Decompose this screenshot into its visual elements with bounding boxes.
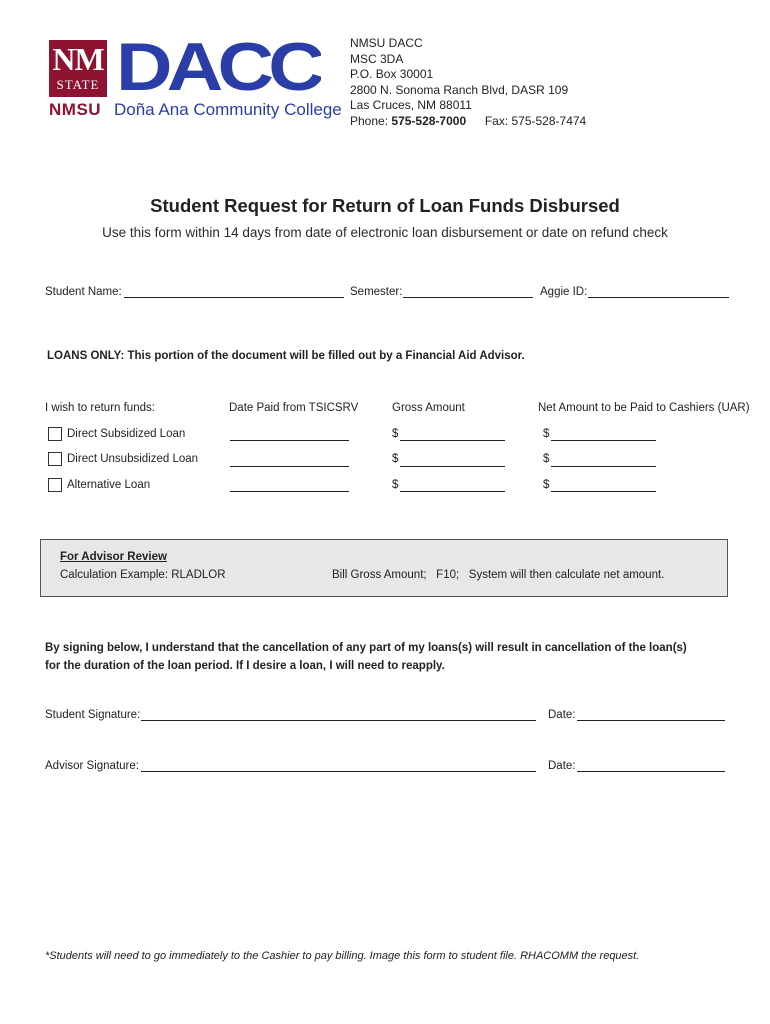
student-signature-label: Student Signature: (45, 709, 141, 721)
advisor-signature-field[interactable] (141, 771, 536, 772)
net-amount-field[interactable] (551, 491, 656, 492)
net-amount-field[interactable] (551, 440, 656, 441)
direct-unsubsidized-checkbox[interactable] (48, 452, 62, 466)
aggie-id-label: Aggie ID: (540, 286, 588, 298)
gross-dollar-sign: $ (392, 428, 399, 440)
phone-label: Phone: (350, 113, 389, 128)
address-line: MSC 3DA (350, 51, 404, 66)
student-name-field[interactable] (124, 297, 344, 298)
phone-line (350, 114, 586, 130)
advisor-date-field[interactable] (577, 771, 725, 772)
dacc-logo-text: DACC (116, 34, 321, 96)
advisor-review-box (40, 539, 728, 597)
loans-only-note (47, 350, 525, 362)
address-line: 2800 N. Sonoma Ranch Blvd, DASR 109 (350, 82, 569, 97)
date-paid-field[interactable] (230, 466, 349, 467)
net-dollar-sign: $ (543, 453, 550, 465)
address-block (350, 36, 586, 129)
address-line: NMSU DACC (350, 36, 423, 50)
gross-amount-field[interactable] (400, 491, 505, 492)
address-line: Las Cruces, NM 88011 (350, 98, 472, 112)
calculation-example: Calculation Example: RLADLOR (60, 569, 226, 581)
acknowledgement-line-2: for the duration of the loan period. If I desire a loan, I will need to reapply. (45, 660, 445, 672)
acknowledgement-line-1: By signing below, I understand that the cancellation of any part of my loans(s) will result in cancellation of the loan(s) (45, 642, 687, 654)
net-amount-field[interactable] (551, 466, 656, 467)
student-name-label: Student Name: (45, 286, 122, 298)
date-paid-field[interactable] (230, 491, 349, 492)
loan-label-direct-subsidized: Direct Subsidized Loan (67, 428, 186, 440)
loan-label-alternative: Alternative Loan (67, 479, 151, 491)
college-name: Doña Ana Community College (114, 100, 342, 119)
aggie-id-field[interactable] (588, 297, 729, 298)
phone-number: 575-528-7000 (391, 113, 467, 128)
semester-field[interactable] (403, 297, 533, 298)
loans-only-heading: LOANS ONLY: (47, 350, 125, 362)
advisor-instruction: Bill Gross Amount; F10; System will then calculate net amount. (332, 569, 665, 581)
advisor-signature-label: Advisor Signature: (45, 760, 139, 772)
gross-amount-field[interactable] (400, 440, 505, 441)
student-date-field[interactable] (577, 720, 725, 721)
address-line: P.O. Box 30001 (350, 67, 434, 81)
loan-label-direct-unsubsidized: Direct Unsubsidized Loan (67, 453, 199, 465)
semester-label: Semester: (350, 286, 403, 298)
nmsu-label: NMSU (49, 100, 102, 119)
nm-state-logo (49, 40, 107, 97)
date-paid-field[interactable] (230, 440, 349, 441)
col-header-return-funds: I wish to return funds: (45, 402, 155, 414)
net-dollar-sign: $ (543, 428, 550, 440)
gross-dollar-sign: $ (392, 453, 399, 465)
gross-amount-field[interactable] (400, 466, 505, 467)
logo-state-text: STATE (56, 77, 100, 92)
student-signature-field[interactable] (141, 720, 536, 721)
student-date-label: Date: (548, 709, 576, 721)
advisor-date-label: Date: (548, 760, 576, 772)
gross-dollar-sign: $ (392, 479, 399, 491)
page-subtitle: Use this form within 14 days from date of electronic loan disbursement or date on refund check (102, 225, 668, 240)
loans-only-text: This portion of the document will be filled out by a Financial Aid Advisor. (124, 350, 525, 362)
fax-number: Fax: 575-528-7474 (484, 113, 587, 128)
direct-subsidized-checkbox[interactable] (48, 427, 62, 441)
net-dollar-sign: $ (543, 479, 550, 491)
alternative-loan-checkbox[interactable] (48, 478, 62, 492)
col-header-date-paid: Date Paid from TSICSRV (229, 402, 359, 414)
dacc-logo (116, 34, 321, 101)
footer-note: *Students will need to go immediately to the Cashier to pay billing. Image this form to student file. RHACOMM the request. (45, 950, 640, 962)
col-header-gross-amount: Gross Amount (392, 402, 465, 414)
logo-nm-text: NM (52, 41, 104, 77)
advisor-review-heading: For Advisor Review (60, 551, 167, 563)
col-header-net-amount: Net Amount to be Paid to Cashiers (UAR) (538, 402, 750, 414)
page-title: Student Request for Return of Loan Funds Disbursed (150, 195, 620, 216)
